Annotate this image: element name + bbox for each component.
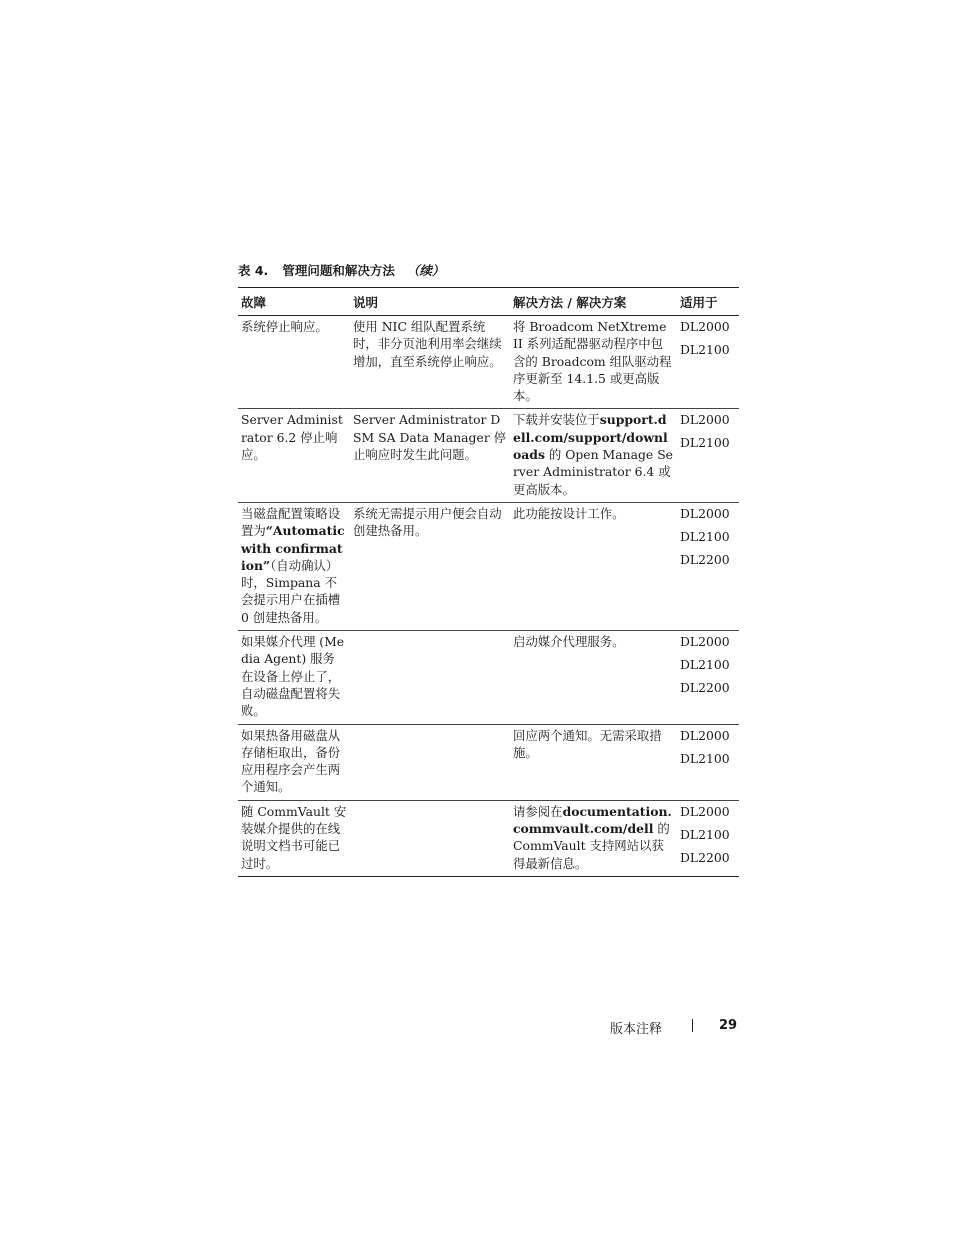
table-caption bbox=[238, 261, 444, 279]
issue-cell: Server Administrator 6.2 停止响应。 bbox=[238, 409, 350, 502]
documentation-link[interactable]: documentation.commvault.com/dell bbox=[513, 803, 672, 837]
description-cell bbox=[350, 724, 510, 800]
solution-cell: 启动媒介代理服务。 bbox=[510, 631, 677, 724]
description-cell: 系统无需提示用户便会自动创建热备用。 bbox=[350, 502, 510, 630]
description-cell: Server Administrator DSM SA Data Manager 停止响应时发生此问题。 bbox=[350, 409, 510, 502]
table-number: 表 4. bbox=[238, 263, 269, 278]
model-label: DL2100 bbox=[680, 657, 730, 673]
applies-cell bbox=[677, 631, 739, 724]
model-label: DL2000 bbox=[680, 634, 730, 650]
model-label: DL2100 bbox=[680, 342, 730, 357]
solution-cell bbox=[510, 800, 677, 876]
issue-cell bbox=[238, 502, 350, 630]
page-number: 29 bbox=[719, 1018, 738, 1033]
model-label: DL2000 bbox=[680, 727, 730, 743]
table-row bbox=[238, 724, 739, 800]
model-label: DL2100 bbox=[680, 750, 730, 766]
description-cell bbox=[350, 800, 510, 876]
solution-text: 请参阅在 bbox=[513, 803, 563, 819]
support-link[interactable]: support.dell.com/support/downloads bbox=[513, 412, 668, 463]
solution-cell: 回应两个通知。无需采取措施。 bbox=[510, 724, 677, 800]
applies-cell bbox=[677, 316, 739, 409]
applies-cell bbox=[677, 409, 739, 502]
model-label: DL2100 bbox=[680, 528, 730, 544]
header-issue: 故障 bbox=[238, 288, 350, 316]
model-label: DL2200 bbox=[680, 680, 730, 696]
applies-cell bbox=[677, 502, 739, 630]
model-label: DL2000 bbox=[680, 412, 730, 428]
table-row bbox=[238, 631, 739, 724]
issue-cell: 系统停止响应。 bbox=[238, 316, 350, 409]
issue-text: （自动确认）时，Simpana 不会提示用户在插槽 0 创建热备用。 bbox=[241, 557, 341, 625]
solution-cell: 将 Broadcom NetXtreme II 系列适配器驱动程序中包含的 Broadcom 组队驱动程序更新至 14.1.5 或更高版本。 bbox=[510, 316, 677, 409]
model-label: DL2000 bbox=[680, 803, 730, 819]
issue-text: 当磁盘配置策略设置为 bbox=[241, 505, 341, 539]
table-row bbox=[238, 409, 739, 502]
table-row bbox=[238, 502, 739, 630]
issue-cell: 如果热备用磁盘从存储柜取出，备份应用程序会产生两个通知。 bbox=[238, 724, 350, 800]
table-continued-note: （续） bbox=[406, 263, 445, 278]
description-cell: 使用 NIC 组队配置系统时，非分页池利用率会继续增加，直至系统停止响应。 bbox=[350, 316, 510, 409]
model-label: DL2100 bbox=[680, 826, 730, 842]
footer-divider bbox=[692, 1019, 693, 1032]
model-label: DL2000 bbox=[680, 319, 730, 334]
solution-text: 的 CommVault 支持网站以获得最新信息。 bbox=[513, 821, 670, 871]
description-cell bbox=[350, 631, 510, 724]
solution-text: 的 Open Manage Server Administrator 6.4 或更高版本。 bbox=[513, 447, 674, 497]
issue-cell: 随 CommVault 安装媒介提供的在线说明文档书可能已过时。 bbox=[238, 800, 350, 876]
solution-cell: 此功能按设计工作。 bbox=[510, 502, 677, 630]
header-solution: 解决方法 / 解决方案 bbox=[510, 288, 677, 316]
model-label: DL2000 bbox=[680, 505, 730, 521]
table-row bbox=[238, 316, 739, 409]
model-label: DL2200 bbox=[680, 849, 730, 865]
header-applies-to: 适用于 bbox=[677, 288, 739, 316]
model-label: DL2200 bbox=[680, 551, 730, 567]
table-row bbox=[238, 800, 739, 876]
issue-cell: 如果媒介代理 (Media Agent) 服务在设备上停止了，自动磁盘配置将失败。 bbox=[238, 631, 350, 724]
applies-cell bbox=[677, 724, 739, 800]
issue-option-name: “Automatic with confirmation” bbox=[241, 523, 345, 573]
solution-cell bbox=[510, 409, 677, 502]
footer-section-title: 版本注释 bbox=[610, 1022, 663, 1037]
table-header-row bbox=[238, 288, 739, 316]
model-label: DL2100 bbox=[680, 435, 730, 451]
applies-cell bbox=[677, 800, 739, 876]
header-description: 说明 bbox=[350, 288, 510, 316]
issues-table bbox=[238, 287, 739, 877]
solution-text: 下载并安装位于 bbox=[513, 412, 600, 428]
table-title: 管理问题和解决方法 bbox=[282, 263, 395, 278]
